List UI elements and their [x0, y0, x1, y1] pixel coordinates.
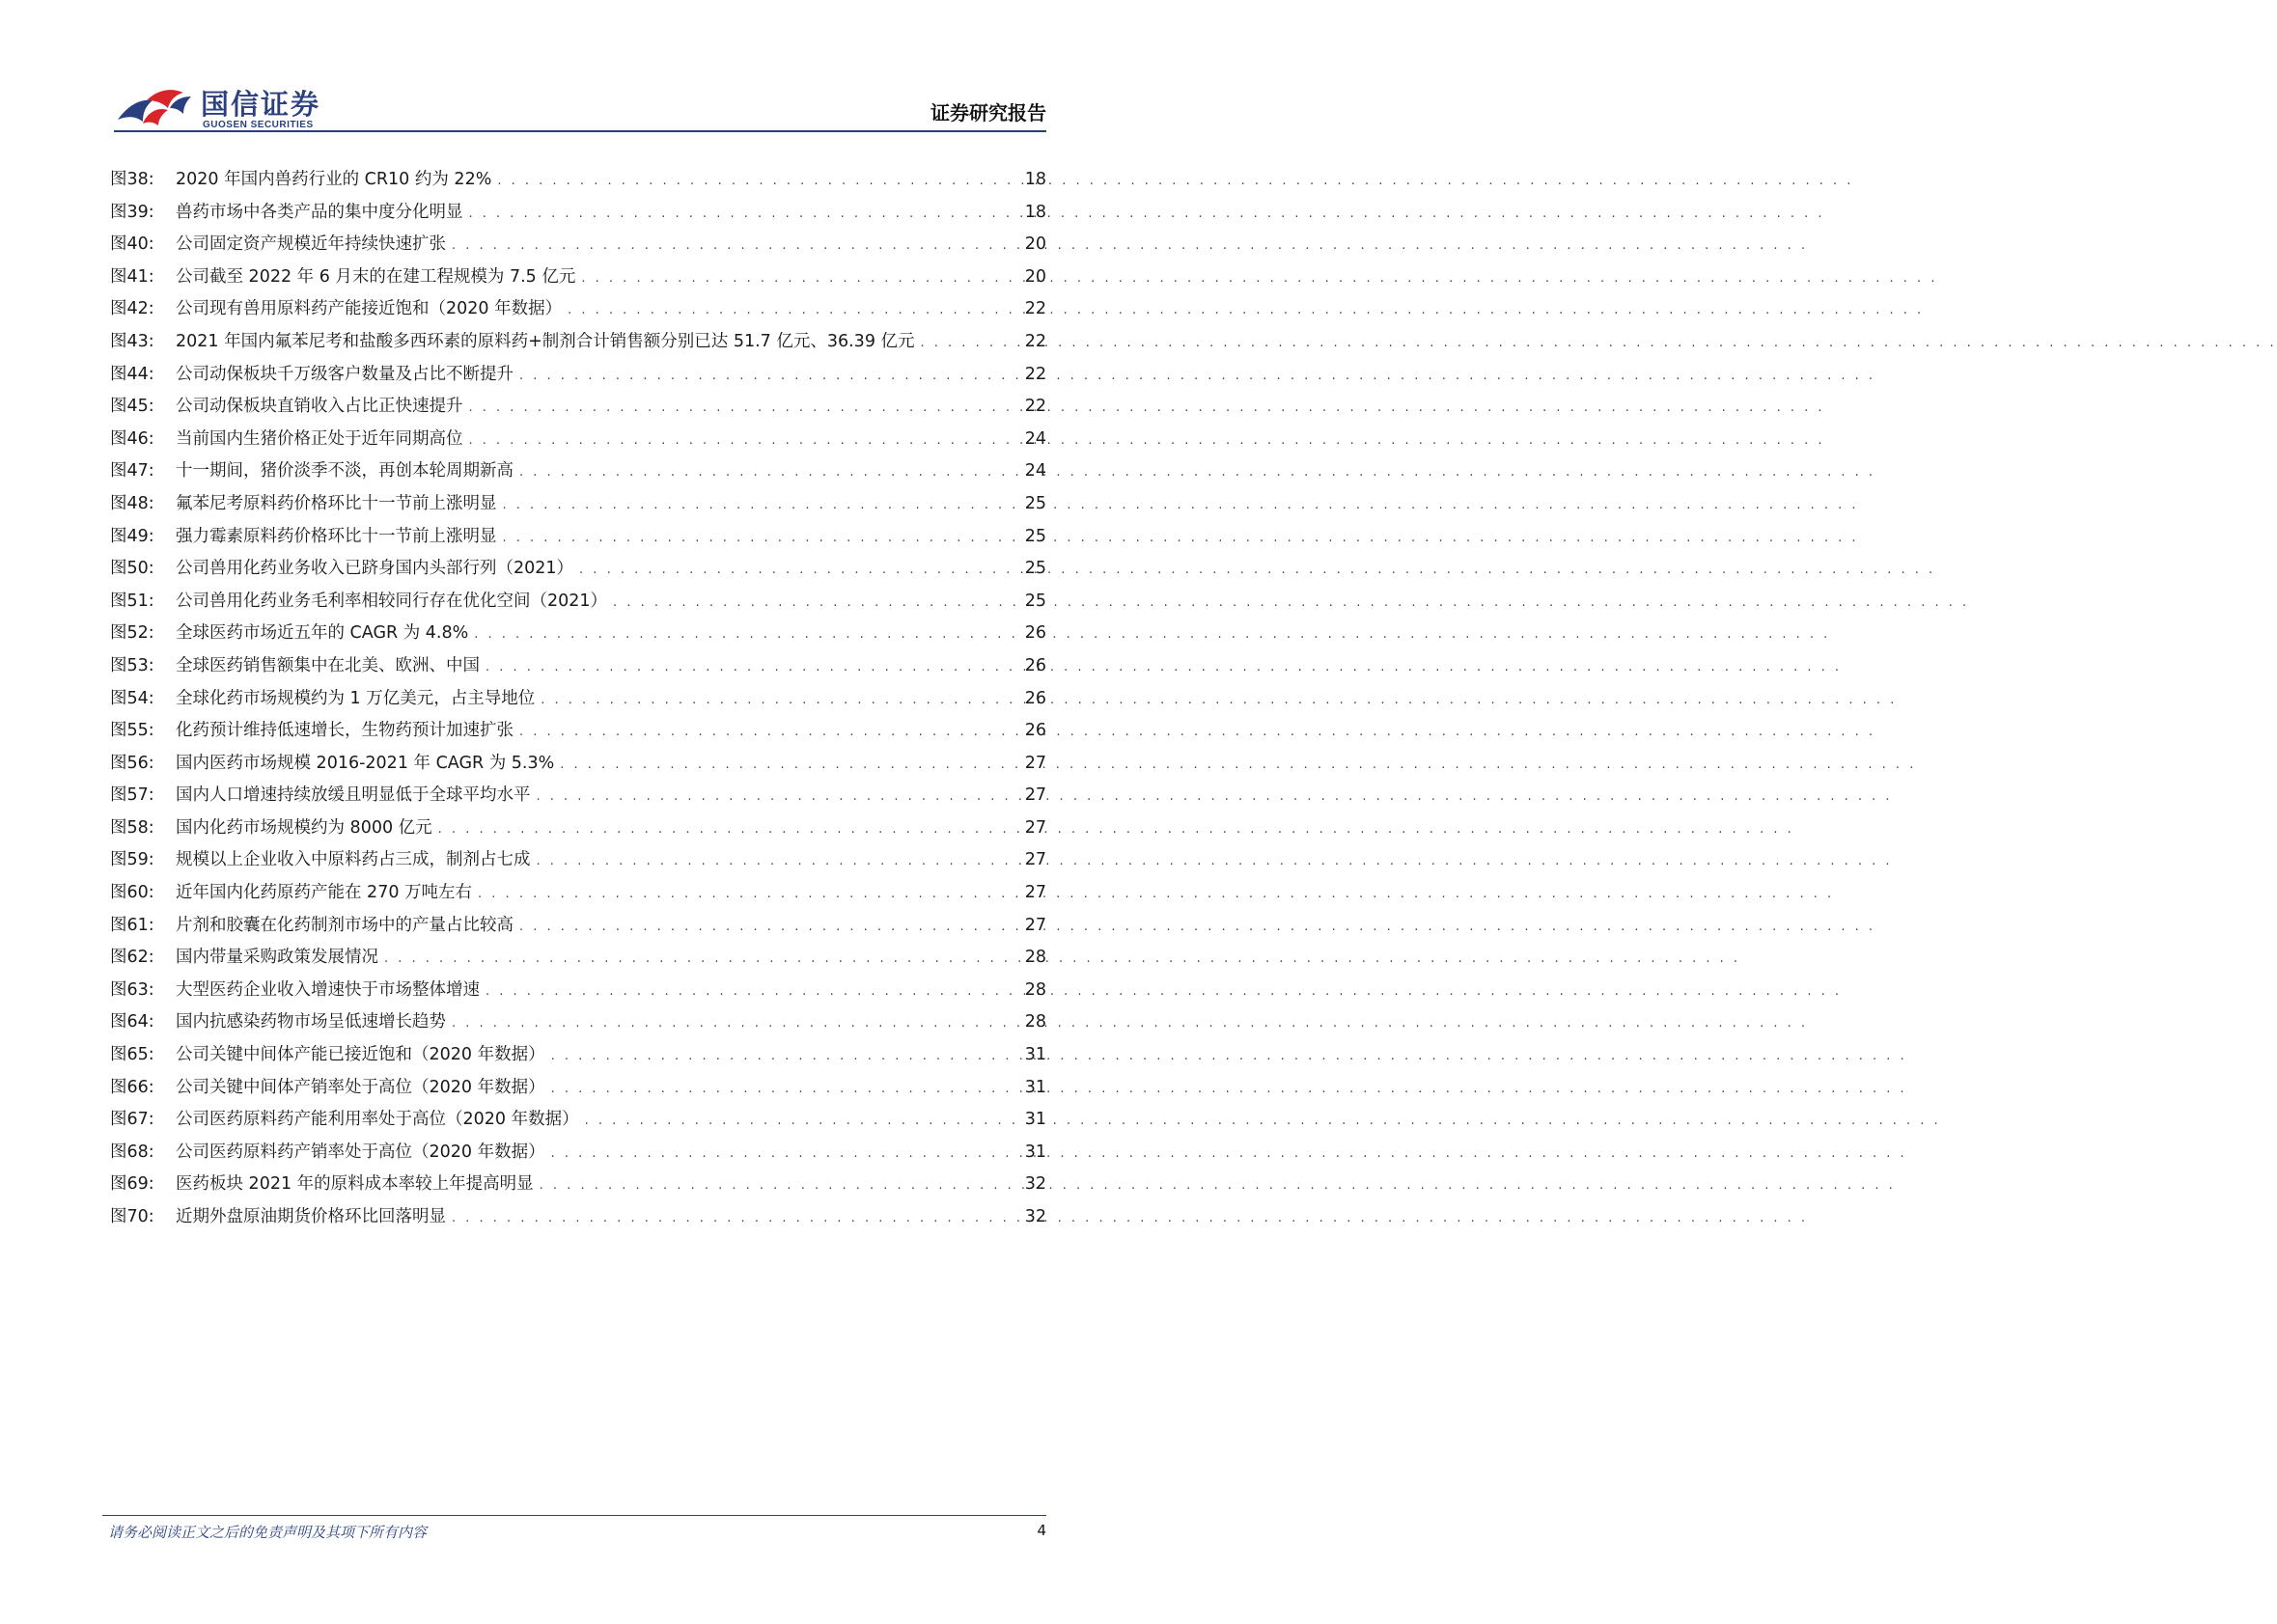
toc-entry-page: 27: [1024, 753, 1046, 773]
toc-entry[interactable]: [110, 748, 1046, 781]
toc-leader-dots: [384, 943, 1019, 976]
toc-entry-title[interactable]: 大型医药企业收入增速快于市场整体增速: [176, 979, 480, 1000]
toc-entry[interactable]: [110, 197, 1046, 230]
toc-entry-label: 图70:: [110, 1207, 154, 1226]
toc-entry-label: 图48:: [110, 493, 154, 513]
toc-entry[interactable]: [110, 293, 1046, 326]
disclaimer-note: 请务必阅读正文之后的免责声明及其项下所有内容: [108, 1524, 428, 1541]
toc-entry[interactable]: [110, 521, 1046, 554]
toc-entry-title[interactable]: 全球化药市场规模约为 1 万亿美元，占主导地位: [176, 688, 536, 708]
toc-entry-label: 图66:: [110, 1077, 154, 1097]
page-header: [0, 0, 1149, 135]
toc-entry[interactable]: [110, 488, 1046, 521]
toc-entry-label: 图57:: [110, 785, 154, 806]
toc-entry-page: 28: [1024, 1012, 1046, 1032]
toc-entry-label: 图56:: [110, 753, 154, 773]
toc-entry-label: 图45:: [110, 397, 154, 417]
toc-entry-label: 图41:: [110, 266, 154, 287]
toc-leader-dots: [519, 716, 1019, 749]
toc-leader-dots: [503, 522, 1019, 555]
toc-leader-dots: [579, 554, 1019, 587]
toc-entry-page: 18: [1024, 170, 1046, 189]
toc-entry-title[interactable]: 近期外盘原油期货价格环比回落明显: [176, 1207, 446, 1226]
toc-leader-dots: [469, 198, 1019, 231]
toc-leader-dots: [537, 781, 1019, 813]
toc-entry-page: 32: [1024, 1207, 1046, 1226]
toc-entry-title[interactable]: 全球医药销售额集中在北美、欧洲、中国: [176, 655, 480, 675]
toc-entry-page: 22: [1024, 364, 1046, 384]
toc-entry-title[interactable]: 公司关键中间体产能已接近饱和（2020 年数据）: [176, 1045, 545, 1065]
toc-entry[interactable]: [110, 261, 1046, 294]
toc-entry-page: 31: [1024, 1045, 1046, 1065]
toc-entry-page: 27: [1024, 915, 1046, 935]
toc-entry-page: 27: [1024, 817, 1046, 838]
toc-entry-page: 28: [1024, 979, 1046, 1000]
toc-entry-title[interactable]: 公司兽用化药业务毛利率相较同行存在优化空间（2021）: [176, 591, 608, 611]
figure-list: [110, 164, 1046, 1234]
toc-entry-page: 31: [1024, 1142, 1046, 1162]
toc-entry-title[interactable]: 强力霉素原料药价格环比十一节前上涨明显: [176, 526, 497, 546]
toc-entry[interactable]: [110, 1072, 1046, 1105]
toc-entry[interactable]: [110, 229, 1046, 261]
toc-leader-dots: [551, 1138, 1019, 1170]
toc-entry-label: 图46:: [110, 428, 154, 449]
toc-entry-label: 图59:: [110, 850, 154, 870]
toc-entry-page: 22: [1024, 299, 1046, 319]
toc-leader-dots: [497, 165, 1018, 198]
toc-entry-label: 图52:: [110, 623, 154, 644]
toc-entry-label: 图63:: [110, 979, 154, 1000]
toc-entry-page: 20: [1024, 234, 1046, 255]
toc-entry[interactable]: [110, 1006, 1046, 1039]
toc-entry[interactable]: [110, 326, 1046, 359]
toc-entry-label: 图43:: [110, 331, 154, 351]
toc-entry[interactable]: [110, 1137, 1046, 1170]
toc-entry-title[interactable]: 国内带量采购政策发展情况: [176, 948, 378, 968]
toc-entry-title[interactable]: 2021 年国内氟苯尼考和盐酸多西环素的原料药+制剂合计销售额分别已达 51.7 亿元、36.39 亿元: [176, 331, 915, 351]
toc-entry[interactable]: [110, 910, 1046, 943]
toc-entry-page: 22: [1024, 331, 1046, 351]
toc-leader-dots: [519, 360, 1019, 393]
header-divider: [114, 130, 1046, 132]
toc-entry-page: 32: [1024, 1174, 1046, 1195]
toc-entry-page: 26: [1024, 623, 1046, 644]
toc-leader-dots: [541, 684, 1018, 717]
toc-entry-label: 图69:: [110, 1174, 154, 1195]
guosen-logo-icon: [114, 81, 195, 129]
toc-entry-label: 图65:: [110, 1045, 154, 1065]
toc-entry-title[interactable]: 片剂和胶囊在化药制剂市场中的产量占比较高: [176, 915, 514, 935]
toc-entry[interactable]: [110, 618, 1046, 650]
logo-chinese-name: 国信证券: [201, 88, 321, 121]
toc-entry-label: 图54:: [110, 688, 154, 708]
toc-entry[interactable]: [110, 812, 1046, 845]
toc-entry-title[interactable]: 兽药市场中各类产品的集中度分化明显: [176, 202, 463, 222]
toc-entry-label: 图55:: [110, 721, 154, 741]
toc-entry-label: 图42:: [110, 299, 154, 319]
toc-entry-page: 25: [1024, 493, 1046, 513]
toc-leader-dots: [519, 911, 1019, 944]
toc-leader-dots: [452, 230, 1019, 262]
toc-leader-dots: [568, 294, 1019, 327]
toc-entry[interactable]: [110, 455, 1046, 488]
toc-entry-page: 27: [1024, 785, 1046, 806]
toc-entry-title[interactable]: 公司现有兽用原料药产能接近饱和（2020 年数据）: [176, 299, 563, 319]
toc-entry-page: 18: [1024, 202, 1046, 222]
toc-entry-label: 图53:: [110, 655, 154, 675]
toc-entry-title[interactable]: 当前国内生猪价格正处于近年同期高位: [176, 428, 463, 449]
toc-entry-label: 图40:: [110, 234, 154, 255]
toc-entry-page: 27: [1024, 883, 1046, 903]
toc-entry-title[interactable]: 规模以上企业收入中原料药占三成，制剂占七成: [176, 850, 531, 870]
toc-entry[interactable]: [110, 715, 1046, 748]
toc-leader-dots: [613, 587, 1019, 619]
toc-entry[interactable]: [110, 1039, 1046, 1072]
toc-leader-dots: [519, 456, 1019, 489]
toc-leader-dots: [585, 1105, 1019, 1138]
toc-entry-page: 27: [1024, 850, 1046, 870]
logo-english-name: GUOSEN SECURITIES: [203, 120, 314, 130]
toc-leader-dots: [537, 845, 1019, 878]
toc-entry[interactable]: [110, 391, 1046, 424]
toc-leader-dots: [469, 425, 1019, 457]
toc-entry[interactable]: [110, 164, 1046, 197]
toc-entry-label: 图61:: [110, 915, 154, 935]
toc-entry[interactable]: [110, 1104, 1046, 1137]
toc-entry-page: 28: [1024, 948, 1046, 968]
toc-entry-label: 图49:: [110, 526, 154, 546]
toc-entry-title[interactable]: 公司医药原料药产能利用率处于高位（2020 年数据）: [176, 1110, 579, 1130]
toc-entry-label: 图51:: [110, 591, 154, 611]
toc-leader-dots: [560, 749, 1018, 782]
report-type-label: 证券研究报告: [930, 101, 1046, 124]
toc-leader-dots: [478, 878, 1019, 911]
footer-divider: [102, 1515, 1046, 1516]
toc-entry-label: 图39:: [110, 202, 154, 222]
toc-entry-page: 24: [1024, 461, 1046, 482]
toc-entry-page: 26: [1024, 688, 1046, 708]
toc-entry-title[interactable]: 近年国内化药原药产能在 270 万吨左右: [176, 883, 473, 903]
toc-entry[interactable]: [110, 553, 1046, 586]
toc-entry[interactable]: [110, 877, 1046, 910]
toc-leader-dots: [438, 813, 1019, 846]
toc-entry-title[interactable]: 公司截至 2022 年 6 月末的在建工程规模为 7.5 亿元: [176, 266, 576, 287]
toc-entry[interactable]: [110, 975, 1046, 1007]
toc-leader-dots: [540, 1170, 1019, 1202]
toc-entry[interactable]: [110, 586, 1046, 619]
toc-leader-dots: [452, 1007, 1019, 1040]
toc-entry-page: 26: [1024, 655, 1046, 675]
toc-entry-label: 图44:: [110, 364, 154, 384]
toc-entry-page: 25: [1024, 526, 1046, 546]
toc-entry[interactable]: [110, 844, 1046, 877]
toc-entry[interactable]: [110, 780, 1046, 812]
toc-entry-label: 图58:: [110, 817, 154, 838]
toc-entry-page: 25: [1024, 559, 1046, 579]
toc-leader-dots: [474, 619, 1018, 651]
toc-entry-label: 图60:: [110, 883, 154, 903]
toc-entry-label: 图68:: [110, 1142, 154, 1162]
toc-entry-label: 图38:: [110, 170, 154, 189]
toc-entry[interactable]: [110, 359, 1046, 392]
toc-leader-dots: [452, 1202, 1019, 1235]
toc-entry-page: 24: [1024, 428, 1046, 449]
guosen-logo: [114, 81, 321, 135]
toc-entry[interactable]: [110, 424, 1046, 456]
toc-entry-title[interactable]: 公司动保板块直销收入占比正快速提升: [176, 397, 463, 417]
toc-entry-page: 25: [1024, 591, 1046, 611]
toc-entry-title[interactable]: 医药板块 2021 年的原料成本率较上年提高明显: [176, 1174, 534, 1195]
toc-entry-title[interactable]: 国内医药市场规模 2016-2021 年 CAGR 为 5.3%: [176, 753, 555, 773]
toc-entry-title[interactable]: 公司固定资产规模近年持续快速扩张: [176, 234, 446, 255]
toc-entry-title[interactable]: 公司动保板块千万级客户数量及占比不断提升: [176, 364, 514, 384]
toc-entry[interactable]: [110, 1169, 1046, 1201]
toc-entry-label: 图67:: [110, 1110, 154, 1130]
toc-entry[interactable]: [110, 650, 1046, 683]
toc-entry[interactable]: [110, 942, 1046, 975]
toc-entry-label: 图62:: [110, 948, 154, 968]
toc-entry-page: 22: [1024, 397, 1046, 417]
toc-entry-page: 26: [1024, 721, 1046, 741]
toc-entry-page: 31: [1024, 1110, 1046, 1130]
toc-entry-title[interactable]: 十一期间，猪价淡季不淡，再创本轮周期新高: [176, 461, 514, 482]
toc-entry-label: 图47:: [110, 461, 154, 482]
toc-entry[interactable]: [110, 683, 1046, 716]
toc-entry-title[interactable]: 国内人口增速持续放缓且明显低于全球平均水平: [176, 785, 531, 806]
toc-entry-title[interactable]: 公司兽用化药业务收入已跻身国内头部行列（2021）: [176, 559, 574, 579]
toc-entry-title[interactable]: 2020 年国内兽药行业的 CR10 约为 22%: [176, 170, 492, 189]
toc-leader-dots: [469, 392, 1019, 425]
toc-leader-dots: [921, 327, 1019, 360]
toc-leader-dots: [503, 489, 1019, 522]
toc-entry-title[interactable]: 化药预计维持低速增长，生物药预计加速扩张: [176, 721, 514, 741]
toc-leader-dots: [551, 1073, 1019, 1106]
toc-entry-label: 图64:: [110, 1012, 154, 1032]
toc-entry[interactable]: [110, 1201, 1046, 1234]
toc-leader-dots: [486, 976, 1019, 1008]
toc-entry-page: 20: [1024, 266, 1046, 287]
toc-leader-dots: [581, 262, 1018, 295]
toc-leader-dots: [486, 651, 1019, 684]
toc-entry-title[interactable]: 公司医药原料药产销率处于高位（2020 年数据）: [176, 1142, 545, 1162]
toc-entry-title[interactable]: 国内化药市场规模约为 8000 亿元: [176, 817, 432, 838]
toc-entry-page: 31: [1024, 1077, 1046, 1097]
toc-entry-title[interactable]: 全球医药市场近五年的 CAGR 为 4.8%: [176, 623, 469, 644]
toc-leader-dots: [551, 1040, 1019, 1073]
toc-entry-title[interactable]: 公司关键中间体产销率处于高位（2020 年数据）: [176, 1077, 545, 1097]
toc-entry-title[interactable]: 氟苯尼考原料药价格环比十一节前上涨明显: [176, 493, 497, 513]
toc-entry-title[interactable]: 国内抗感染药物市场呈低速增长趋势: [176, 1012, 446, 1032]
page-number: 4: [1037, 1522, 1046, 1539]
toc-entry-label: 图50:: [110, 559, 154, 579]
